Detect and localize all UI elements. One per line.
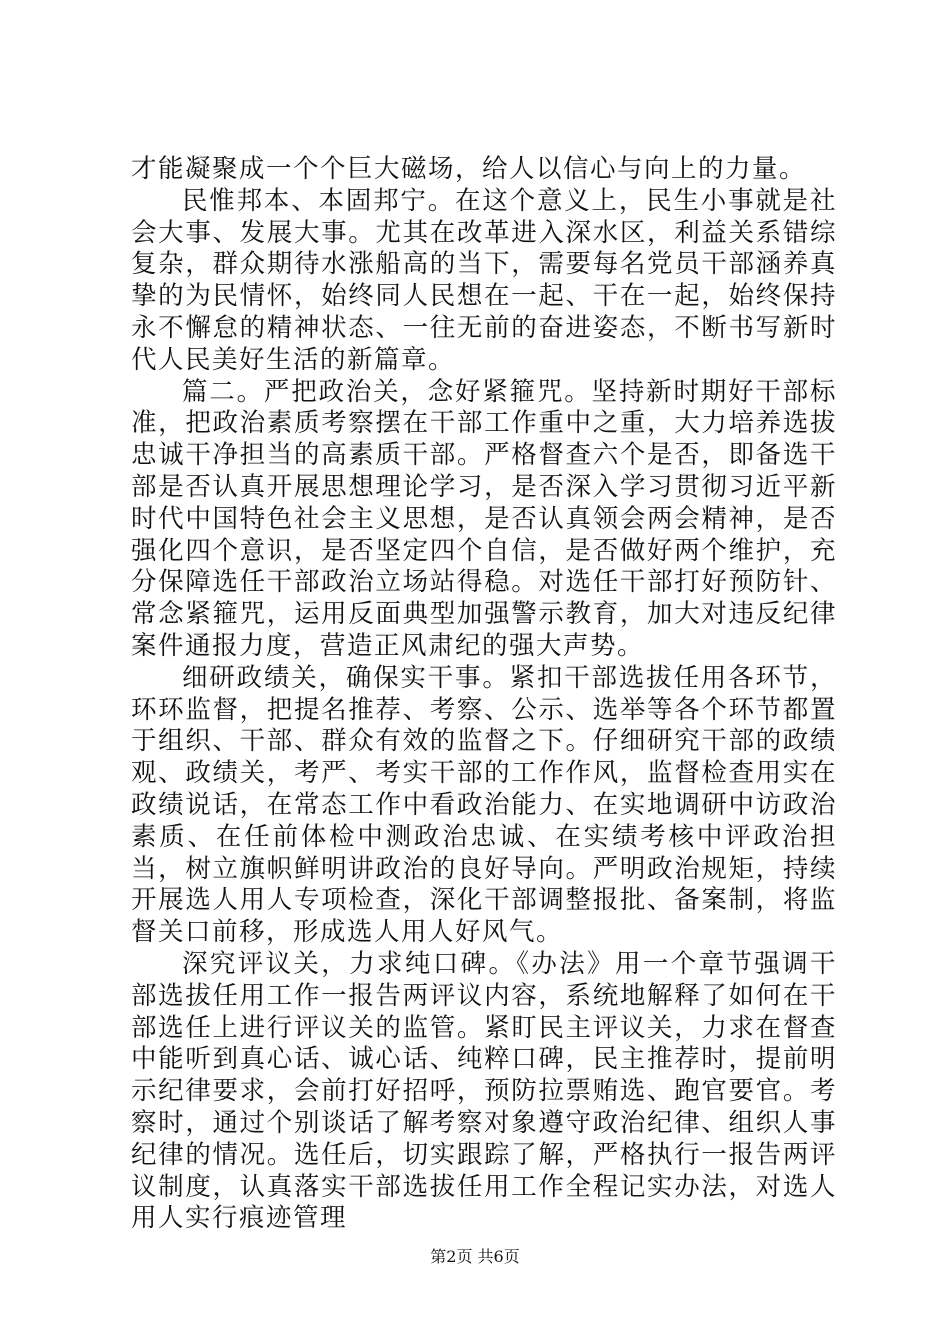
page-number-footer: 第2页 共6页	[430, 1247, 520, 1266]
paragraph-performance-check: 细研政绩关，确保实干事。紧扣干部选拔任用各环节，环环监督，把提名推荐、考察、公示、选举等各个环节都置于组织、干部、群众有效的监督之下。仔细研究干部的政绩观、政绩关，考严、考实干部的工作作风，监督检查用实在政绩说话，在常态工作中看政治能力、在实地调研中访政治素质、在任前体检中测政治忠诚、在实绩考核中评政治担当，树立旗帜鲜明讲政治的良好导向。严明政治规矩，持续开展选人用人专项检查，深化干部调整报批、备案制，将监督关口前移，形成选人用人好风气。	[131, 662, 837, 948]
document-body	[131, 154, 837, 1235]
paragraph-political-check: 篇二。严把政治关，念好紧箍咒。坚持新时期好干部标准，把政治素质考察摆在干部工作重中之重，大力培养选拔忠诚干净担当的高素质干部。严格督查六个是否，即备选干部是否认真开展思想理论学习，是否深入学习贯彻习近平新时代中国特色社会主义思想，是否认真领会两会精神，是否强化四个意识，是否坚定四个自信，是否做好两个维护，充分保障选任干部政治立场站得稳。对选任干部打好预防针、常念紧箍咒，运用反面典型加强警示教育，加大对违反纪律案件通报力度，营造正风肃纪的强大声势。	[131, 376, 837, 661]
paragraph-evaluation-check: 深究评议关，力求纯口碑。《办法》用一个章节强调干部选拔任用工作一报告两评议内容，系统地解释了如何在干部选任上进行评议关的监管。紧盯民主评议关，力求在督查中能听到真心话、诚心话、纯粹口碑，民主推荐时，提前明示纪律要求，会前打好招呼，预防拉票贿选、跑官要官。考察时，通过个别谈话了解考察对象遵守政治纪律、组织人事纪律的情况。选任后，切实跟踪了解，严格执行一报告两评议制度，认真落实干部选拔任用工作全程记实办法，对选人用人实行痕迹管理	[131, 948, 837, 1234]
paragraph-continuation: 才能凝聚成一个个巨大磁场，给人以信心与向上的力量。	[131, 154, 807, 184]
paragraph-minsheng: 民惟邦本、本固邦宁。在这个意义上，民生小事就是社会大事、发展大事。尤其在改革进入深水区，利益关系错综复杂，群众期待水涨船高的当下，需要每名党员干部涵养真挚的为民情怀，始终同人民想在一起、干在一起，始终保持永不懈怠的精神状态、一往无前的奋进姿态，不断书写新时代人民美好生活的新篇章。	[131, 185, 837, 375]
